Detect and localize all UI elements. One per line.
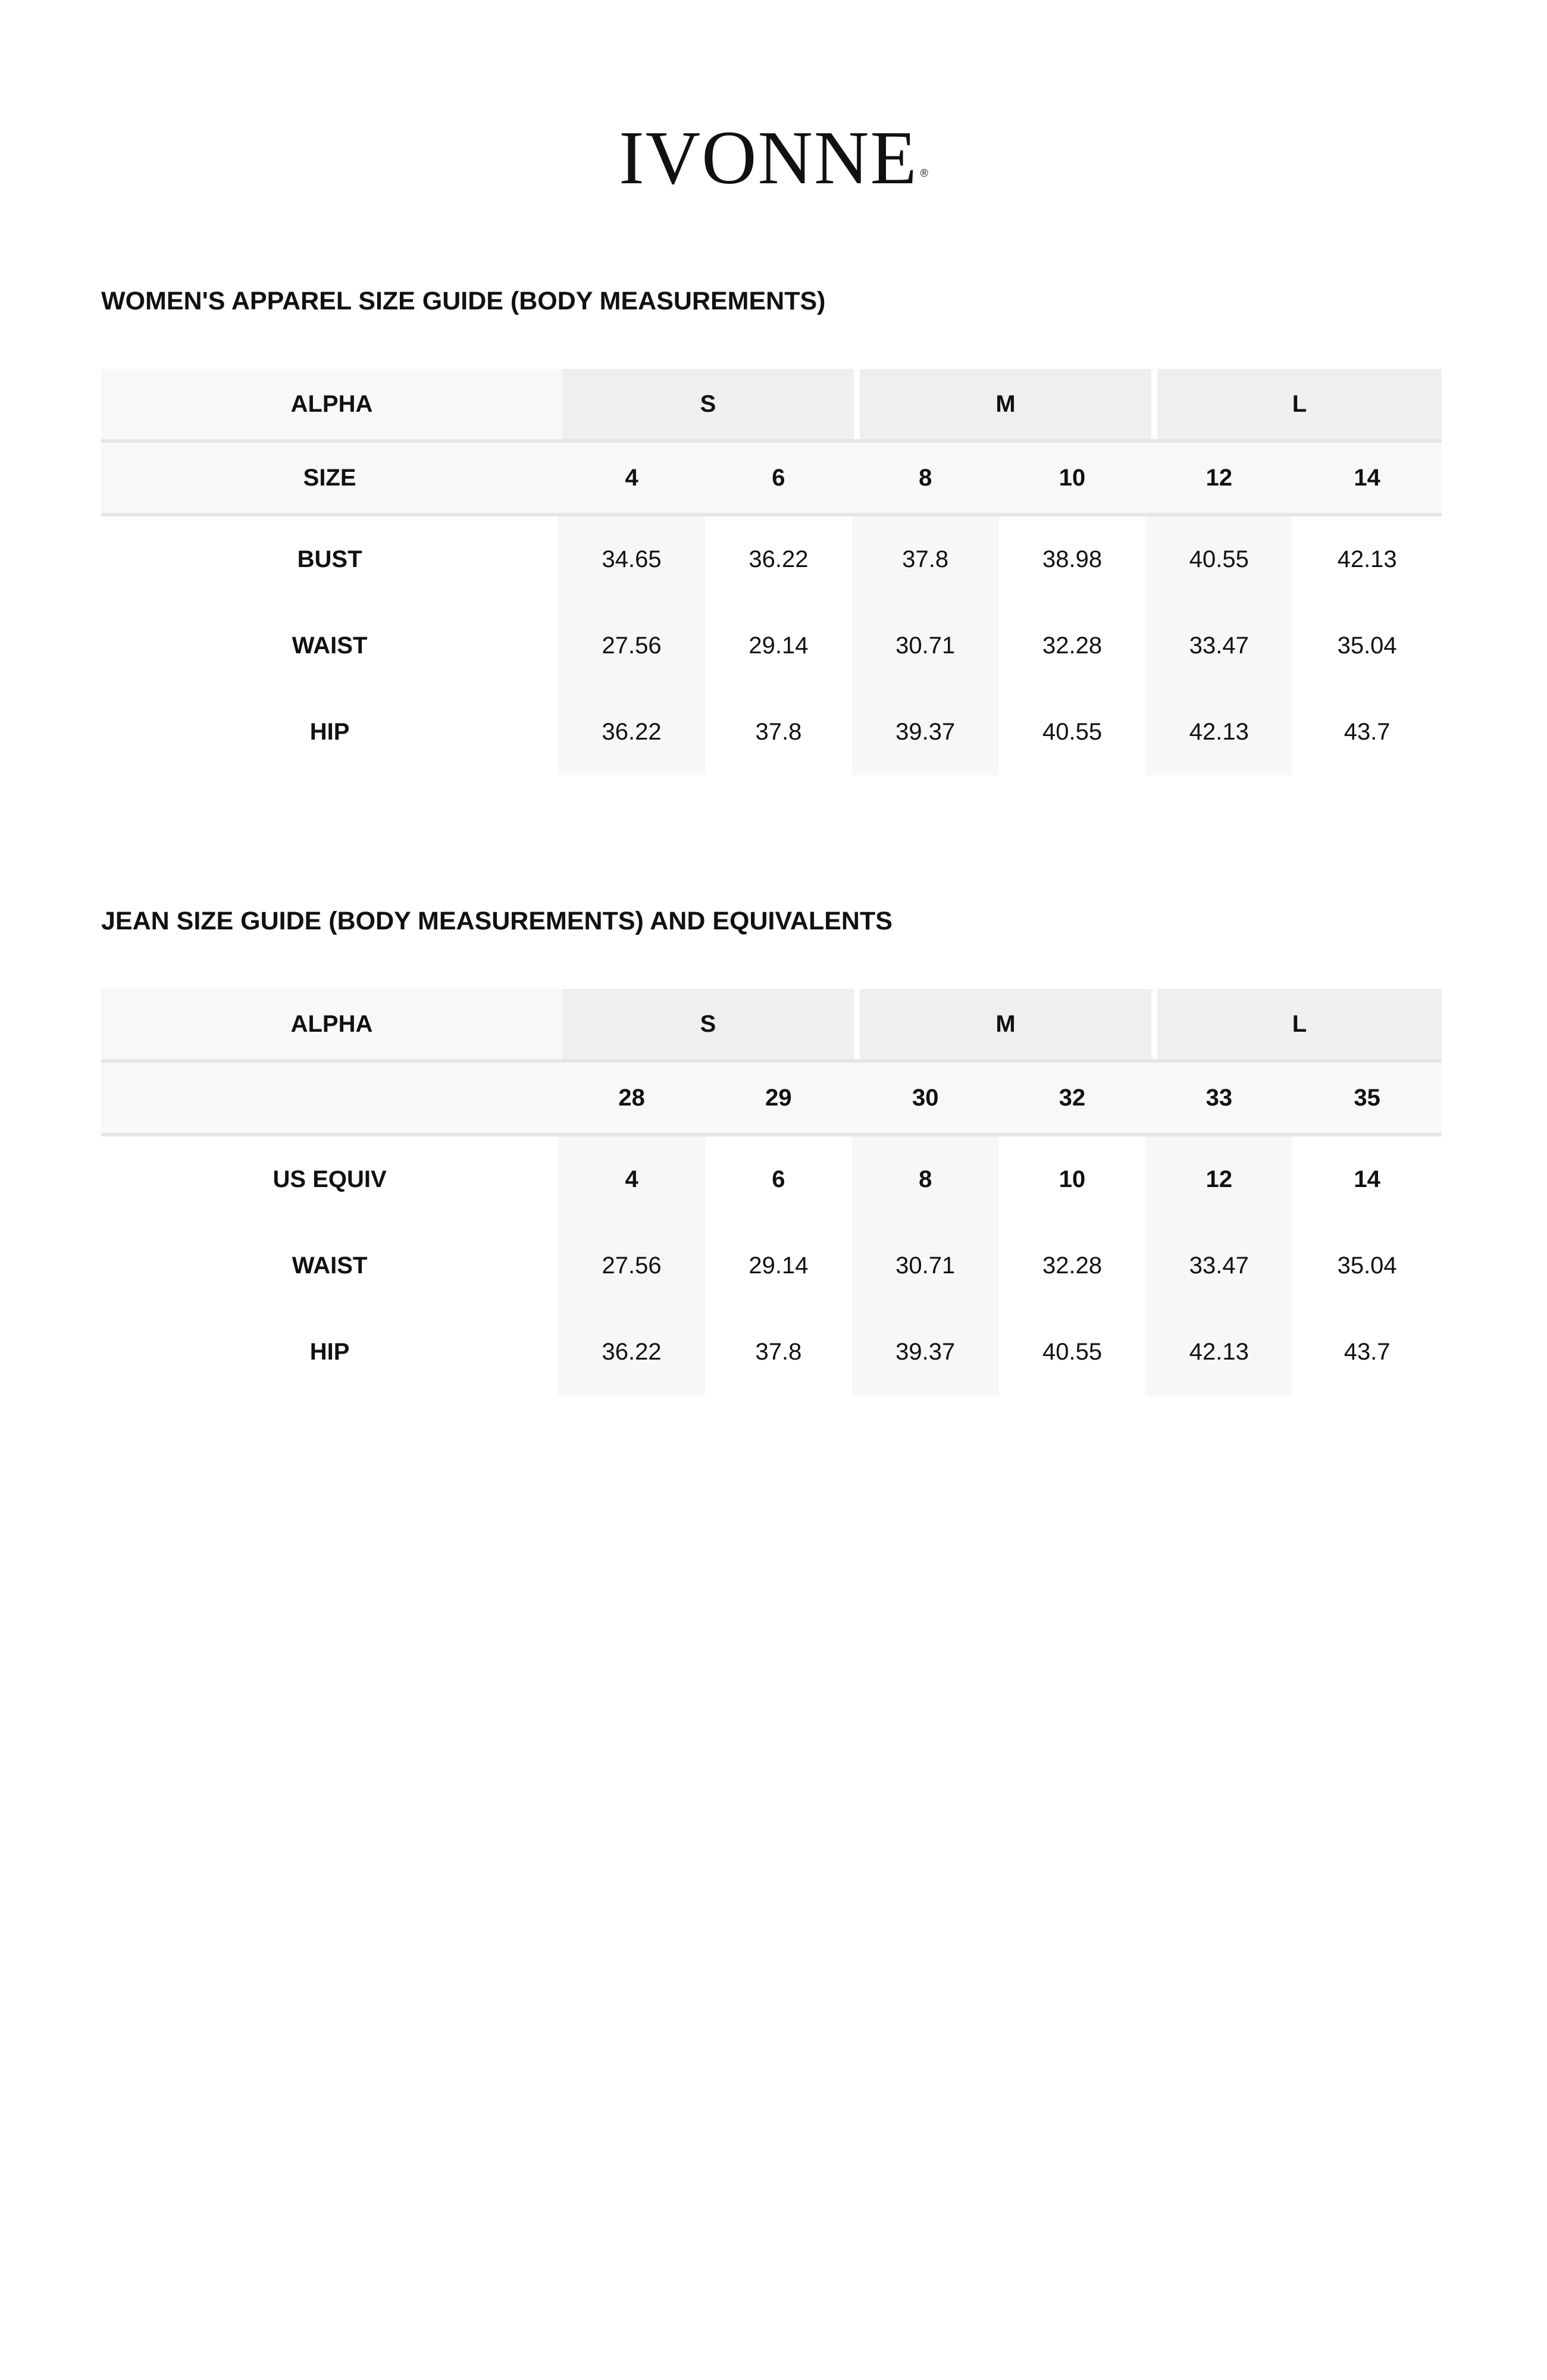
table-cell: 8 — [852, 1136, 999, 1223]
size-header: 33 — [1205, 1084, 1233, 1111]
row-label: WAIST — [292, 1252, 368, 1279]
table-row-waist — [101, 1223, 1442, 1309]
size-header: 6 — [772, 464, 785, 491]
table-cell: 42.13 — [1145, 689, 1292, 775]
table-cell: 34.65 — [558, 516, 705, 603]
row-label: US EQUIV — [273, 1166, 387, 1192]
table-cell: 33.47 — [1145, 1223, 1292, 1309]
table-row-bust — [101, 516, 1442, 603]
table-cell: 42.13 — [1337, 546, 1397, 572]
table-cell: 37.8 — [852, 516, 999, 603]
size-header: 4 — [625, 464, 638, 491]
table-cell: 37.8 — [755, 719, 802, 745]
size-row — [101, 443, 1442, 516]
table-cell: 29.14 — [749, 632, 809, 659]
table-cell: 14 — [1354, 1166, 1380, 1192]
table-cell: 32.28 — [1042, 632, 1103, 659]
jean-size-guide-title: JEAN SIZE GUIDE (BODY MEASUREMENTS) AND EQUIVALENTS — [101, 907, 892, 935]
brand-logo — [0, 113, 1547, 202]
size-header: 35 — [1354, 1084, 1380, 1111]
table-cell: 40.55 — [1042, 1339, 1103, 1365]
table-cell: 6 — [772, 1166, 785, 1192]
table-cell: 39.37 — [852, 689, 999, 775]
alpha-row — [101, 369, 1442, 443]
table-cell: 40.55 — [1145, 516, 1292, 603]
table-cell: 27.56 — [558, 1223, 705, 1309]
table-cell: 32.28 — [1042, 1252, 1103, 1279]
table-cell: 37.8 — [755, 1339, 802, 1365]
size-header: 12 — [1205, 464, 1233, 491]
table-cell: 40.55 — [1042, 719, 1103, 745]
group-m: M — [860, 369, 1151, 439]
size-header: 10 — [1059, 464, 1086, 491]
table-cell: 43.7 — [1344, 1339, 1391, 1365]
group-l: L — [1157, 369, 1442, 439]
table-cell: 27.56 — [558, 603, 705, 689]
apparel-size-guide-title: WOMEN'S APPAREL SIZE GUIDE (BODY MEASUREMENTS) — [101, 287, 826, 315]
table-cell: 30.71 — [852, 603, 999, 689]
table-cell: 39.37 — [852, 1309, 999, 1395]
row-label: BUST — [297, 546, 362, 572]
table-cell: 43.7 — [1344, 719, 1391, 745]
apparel-size-table — [101, 369, 1442, 775]
table-cell: 36.22 — [749, 546, 809, 572]
table-cell: 10 — [1059, 1166, 1086, 1192]
table-row-us-equiv — [101, 1136, 1442, 1223]
row-label: HIP — [309, 1339, 350, 1365]
table-cell: 12 — [1145, 1136, 1292, 1223]
size-header: 30 — [912, 1084, 939, 1111]
brand-name: IVONNE — [619, 115, 918, 200]
size-header: 8 — [919, 464, 932, 491]
table-cell: 35.04 — [1337, 632, 1397, 659]
group-s: S — [562, 989, 854, 1059]
table-cell: 42.13 — [1145, 1309, 1292, 1395]
registered-mark: ® — [920, 167, 928, 179]
table-cell: 38.98 — [1042, 546, 1103, 572]
table-cell: 4 — [558, 1136, 705, 1223]
table-row-hip — [101, 689, 1442, 775]
size-label: SIZE — [303, 464, 356, 491]
size-header: 29 — [765, 1084, 792, 1111]
size-label — [101, 1063, 558, 1133]
alpha-label: ALPHA — [101, 369, 562, 439]
table-cell: 36.22 — [558, 689, 705, 775]
row-label: HIP — [309, 719, 350, 745]
size-header: 14 — [1354, 464, 1380, 491]
alpha-label: ALPHA — [101, 989, 562, 1059]
size-row — [101, 1063, 1442, 1136]
group-s: S — [562, 369, 854, 439]
table-row-hip — [101, 1309, 1442, 1395]
size-header: 32 — [1059, 1084, 1086, 1111]
alpha-row — [101, 989, 1442, 1063]
row-label: WAIST — [292, 632, 368, 659]
table-cell: 29.14 — [749, 1252, 809, 1279]
table-cell: 30.71 — [852, 1223, 999, 1309]
group-l: L — [1157, 989, 1442, 1059]
table-row-waist — [101, 603, 1442, 689]
table-cell: 36.22 — [558, 1309, 705, 1395]
size-header: 28 — [618, 1084, 645, 1111]
jean-size-table — [101, 989, 1442, 1395]
table-cell: 35.04 — [1337, 1252, 1397, 1279]
table-cell: 33.47 — [1145, 603, 1292, 689]
group-m: M — [860, 989, 1151, 1059]
